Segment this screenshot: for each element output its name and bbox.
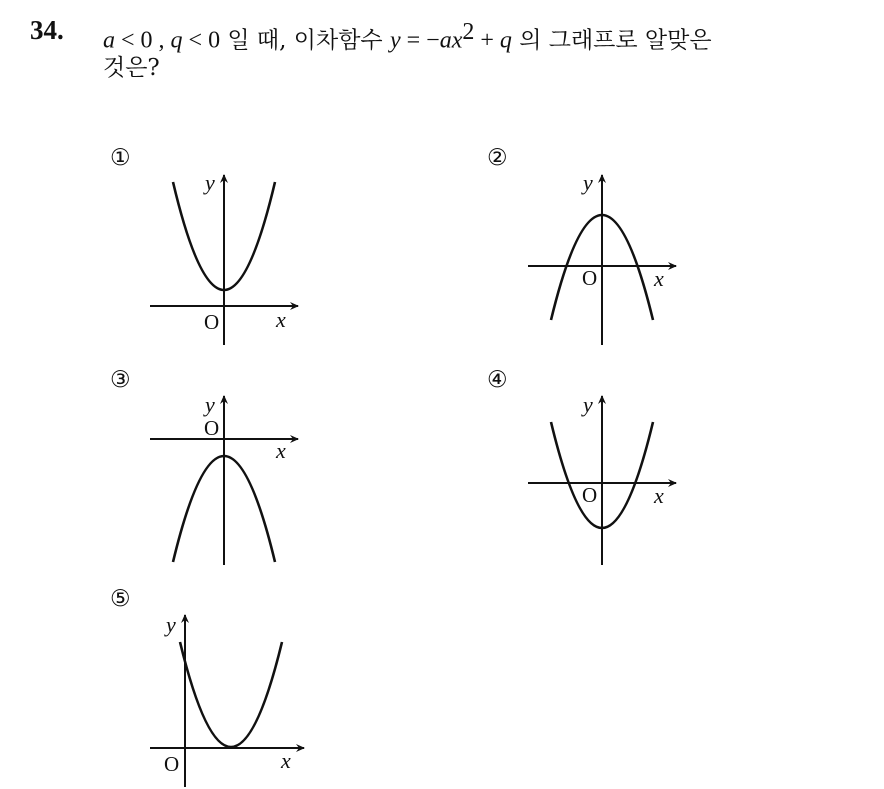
eq-y: y xyxy=(389,27,401,54)
graph-4-y-label: y xyxy=(583,392,593,417)
eq-q: q xyxy=(499,27,512,54)
choice-5-label[interactable]: ⑤ xyxy=(110,586,131,612)
choice-1-label[interactable]: ① xyxy=(110,145,131,171)
graph-3[interactable] xyxy=(150,392,298,565)
question-number: 34. xyxy=(30,15,64,45)
graph-2-x-label: x xyxy=(654,266,664,291)
graph-3-x-label: x xyxy=(276,438,286,463)
eq-eq: = − xyxy=(400,27,440,54)
choice-3-label[interactable]: ③ xyxy=(110,367,131,393)
choice-4-label[interactable]: ④ xyxy=(487,367,508,393)
choice-2-label[interactable]: ② xyxy=(487,145,508,171)
graph-1-x-label: x xyxy=(276,307,286,332)
graph-3-y-label: y xyxy=(205,392,215,417)
graph-5-y-label: y xyxy=(166,612,176,637)
graph-5[interactable] xyxy=(150,612,304,787)
eq-ax: ax xyxy=(439,27,463,54)
cond-a: a xyxy=(103,27,115,54)
cond-lt1: < 0 , xyxy=(115,27,171,54)
graph-4-origin: O xyxy=(582,483,598,507)
graph-1-y-label: y xyxy=(205,170,215,195)
graph-2-y-label: y xyxy=(583,170,593,195)
graph-4[interactable] xyxy=(528,392,676,565)
cond-lt2: < 0 xyxy=(182,27,221,54)
text-mid: 일 때, 이차함수 xyxy=(220,27,390,54)
graph-2-origin: O xyxy=(582,266,598,290)
graph-5-origin: O xyxy=(164,752,180,776)
graph-1[interactable] xyxy=(150,170,298,345)
graph-2[interactable] xyxy=(528,170,676,345)
eq-exponent: 2 xyxy=(462,19,475,45)
text-end: 의 그래프로 알맞은 xyxy=(511,27,712,54)
graph-5-x-label: x xyxy=(281,748,291,773)
cond-q: q xyxy=(170,27,183,54)
graph-3-origin: O xyxy=(204,416,220,440)
graph-4-x-label: x xyxy=(654,483,664,508)
question-text-line2: 것은? xyxy=(103,55,160,81)
graph-5-curve xyxy=(180,642,282,747)
eq-plus: + xyxy=(474,27,500,54)
graph-1-origin: O xyxy=(204,310,220,334)
